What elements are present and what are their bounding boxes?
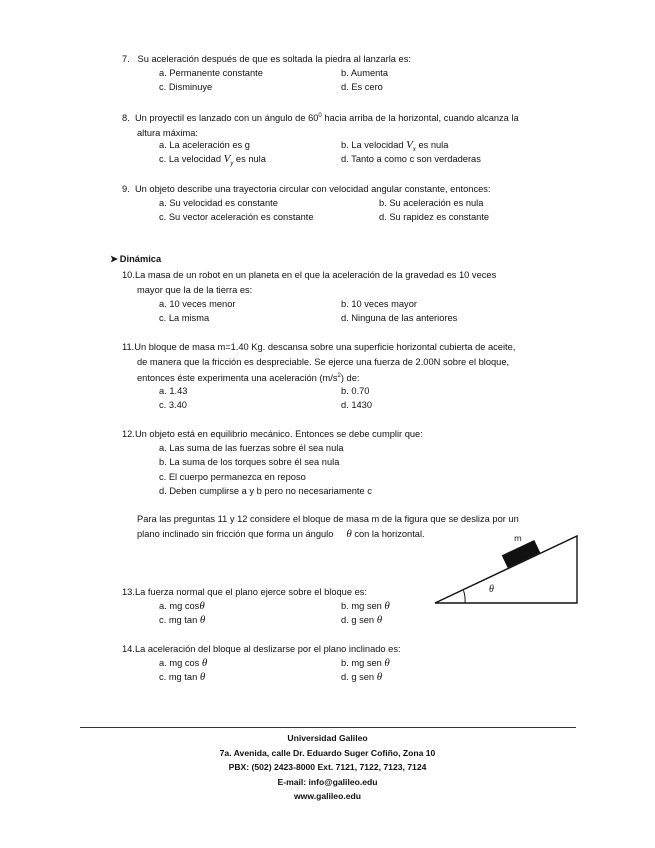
option-b-text: b. La velocidad [341, 140, 407, 150]
inclined-plane-figure [430, 530, 580, 606]
option-c [159, 152, 266, 171]
option-a [159, 656, 207, 671]
option-b: b. Aumenta [341, 68, 389, 78]
question-text: La aceleración del bloque al deslizarse por el plano inclinado es: [134, 644, 401, 654]
question-text: Un objeto está en equilibrio mecánico. Entonces se debe cumplir que: [134, 429, 423, 439]
question-number: 13. [122, 587, 135, 597]
option-b: b. 0.70 [341, 386, 370, 396]
mass-label: m [514, 534, 522, 543]
line3-end: ) de: [340, 373, 360, 384]
question-12 [122, 427, 580, 442]
option-text: a. mg cos [159, 601, 200, 611]
velocity-subscript: y [230, 160, 234, 167]
option-a: a. 1.43 [159, 386, 188, 396]
question-13 [122, 585, 422, 600]
option-d [341, 670, 382, 685]
question-8 [122, 109, 580, 140]
arrow-icon: ➤ [110, 254, 118, 264]
option-a: a. Permanente constante [159, 68, 263, 78]
option-d: d. Ninguna de las anteriores [341, 313, 458, 323]
option-c: c. El cuerpo permanezca en reposo [159, 472, 306, 482]
theta-symbol: θ [376, 671, 383, 683]
option-c [159, 613, 205, 628]
squared-superscript: 2 [337, 373, 341, 379]
option-b-tail: es nula [415, 140, 449, 150]
question-text-line2: altura máxima: [137, 127, 198, 138]
question-number: 14. [122, 644, 135, 654]
footer-university: Universidad Galileo [287, 733, 368, 743]
footer-website[interactable]: www.galileo.edu [293, 791, 361, 801]
option-c: c. 3.40 [159, 400, 187, 410]
question-text: Un proyectil es lanzado con un ángulo de 60 [134, 113, 319, 124]
option-text: b. mg sen [341, 658, 382, 668]
option-d: d. 1430 [341, 400, 373, 410]
question-text: Un bloque de masa m=1.40 Kg. descansa sobre una superficie horizontal cubierta de aceite, [134, 342, 516, 352]
option-d: d. Es cero [341, 82, 383, 92]
section-header [110, 254, 161, 265]
sliding-block [502, 540, 541, 568]
question-9 [122, 182, 580, 197]
section-title: Dinámica [119, 254, 162, 264]
intro-line2-start: plano inclinado sin fricción que forma un ángulo [137, 528, 334, 539]
option-c [159, 670, 205, 685]
option-a [159, 599, 205, 614]
theta-symbol: θ [384, 600, 390, 612]
question-text: La masa de un robot en un planeta en el que la aceleración de la gravedad es 10 veces [134, 270, 497, 280]
option-b: b. La suma de los torques sobre él sea nula [159, 457, 340, 467]
option-text: b. mg sen [341, 601, 382, 611]
intro-line2-end: con la horizontal. [354, 528, 425, 539]
question-number: 11. [122, 342, 135, 352]
theta-symbol: θ [199, 614, 206, 626]
question-14 [122, 642, 580, 657]
option-d: d. Tanto a como c son verdaderas [341, 154, 481, 164]
option-text: d. g sen [341, 615, 375, 625]
option-b: b. 10 veces mayor [341, 299, 417, 309]
incline-triangle [435, 536, 577, 603]
question-text: Un objeto describe una trayectoria circular con velocidad angular constante, entonces: [134, 184, 491, 194]
option-c: c. Disminuye [159, 82, 213, 92]
option-text: c. mg tan [159, 672, 198, 682]
option-a: a. Las suma de las fuerzas sobre él sea nula [159, 443, 344, 453]
degree-superscript: 0 [318, 113, 322, 119]
question-text-cont: hacia arriba de la horizontal, cuando alcanza la [321, 113, 519, 124]
velocity-symbol: V [223, 153, 231, 165]
option-b [341, 599, 390, 614]
option-c-text: c. La velocidad [159, 154, 224, 164]
theta-symbol: θ [346, 527, 352, 540]
option-c: c. La misma [159, 313, 210, 323]
intro-line1: Para las preguntas 11 y 12 considere el bloque de masa m de la figura que se desliza por un [137, 514, 519, 524]
question-7 [122, 52, 580, 67]
option-a: a. Su velocidad es constante [159, 198, 278, 208]
theta-symbol: θ [384, 657, 390, 669]
question-number: 10. [122, 270, 135, 280]
footer-divider [80, 727, 576, 728]
option-d [341, 613, 382, 628]
option-a: a. La aceleración es g [159, 140, 250, 150]
option-c-tail: es nula [233, 154, 266, 164]
footer-email: E-mail: info@galileo.edu [277, 776, 378, 787]
question-text-line2: de manera que la fricción es despreciable. Se ejerce una fuerza de 2.00N sobre el bloque, [137, 356, 510, 367]
question-text: La fuerza normal que el plano ejerce sobre el bloque es: [134, 587, 367, 597]
option-b: b. Su aceleración es nula [379, 198, 484, 208]
footer-address: 7a. Avenida, calle Dr. Eduardo Suger Cofiño, Zona 10 [219, 747, 436, 758]
line3-start: entonces éste experimenta una aceleración (m/s [137, 373, 338, 384]
option-b [341, 656, 390, 671]
footer-phone: PBX: (502) 2423-8000 Ext. 7121, 7122, 7123, 7124 [228, 762, 427, 772]
option-text: c. mg tan [159, 615, 198, 625]
question-number: 7. [122, 54, 130, 64]
question-number: 8. [122, 113, 130, 124]
question-number: 12. [122, 429, 135, 439]
question-number: 9. [122, 184, 130, 194]
question-10 [122, 268, 580, 297]
option-c: c. Su vector aceleración es constante [159, 212, 314, 222]
angle-label: θ [489, 584, 494, 595]
theta-symbol: θ [201, 657, 208, 669]
option-text: a. mg cos [159, 658, 200, 668]
question-11 [122, 340, 580, 386]
option-a: a. 10 veces menor [159, 299, 236, 309]
angle-arc [464, 591, 466, 604]
option-d: d. Deben cumplirse a y b pero no necesariamente c [159, 486, 372, 496]
velocity-subscript: x [412, 146, 416, 153]
theta-symbol: θ [199, 600, 205, 612]
velocity-symbol: V [406, 139, 413, 151]
option-d: d. Su rapidez es constante [379, 212, 490, 222]
question-text: Su aceleración después de que es soltada la piedra al lanzarla es: [137, 54, 411, 64]
question-text-line2: mayor que la de la tierra es: [137, 284, 253, 295]
theta-symbol: θ [376, 614, 383, 626]
theta-symbol: θ [199, 671, 206, 683]
footer [0, 731, 655, 804]
option-text: d. g sen [341, 672, 375, 682]
